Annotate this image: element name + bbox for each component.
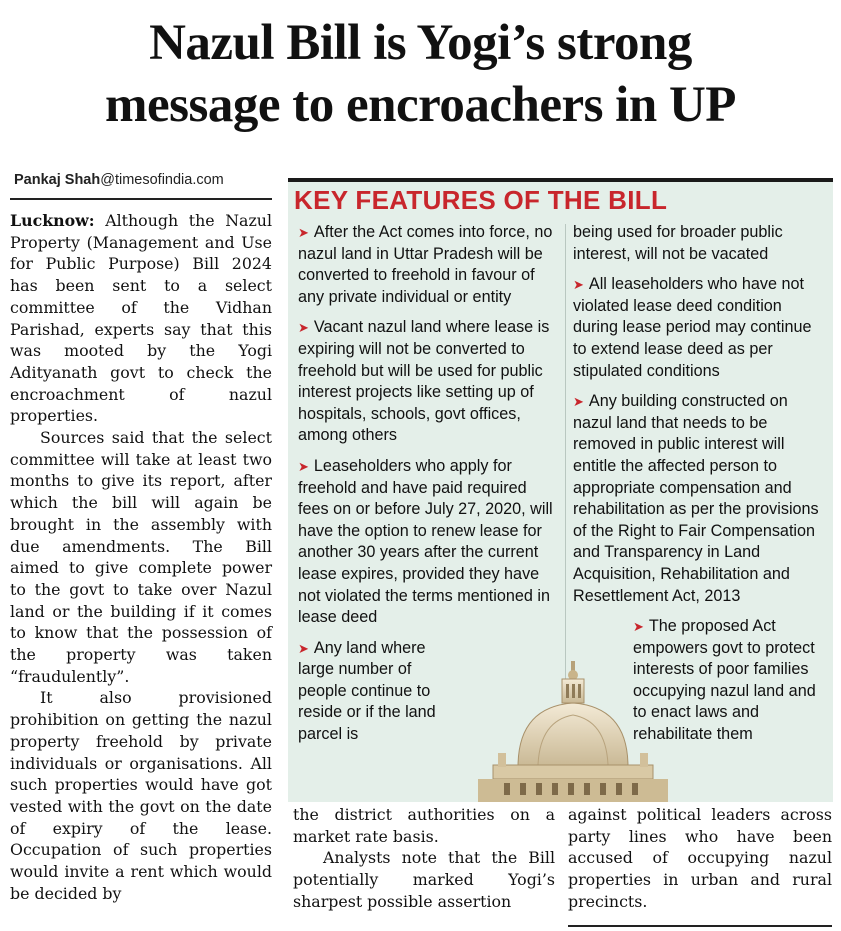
arrow-icon: ➤: [298, 320, 309, 336]
headline: [0, 12, 841, 136]
byline-email: @timesofindia.com: [100, 172, 224, 188]
article-paragraph-3: It also provisioned prohibition on getting the nazul property freehold by private individuals or organisations. All such properties would have got vested with the govt on the date of expiry of the lease. Occupation of such properties would invite a rent which would be decided by: [10, 688, 272, 903]
article-paragraph-3-continued: the district authorities on a market rate basis.: [293, 805, 555, 846]
key-features-box: [288, 178, 833, 802]
byline-name: Pankaj Shah: [14, 172, 101, 188]
article-column-middle: [293, 804, 555, 913]
feature-item: ➤ Any building constructed on nazul land that needs to be removed in public interest will entitle the affected person to appropriate compensation and rehabilitation as per the provisions of the Right to Fair Compensation and Transparency in Land Acquisition, Rehabilitation and Resettlement Act, 2013: [573, 392, 819, 605]
arrow-icon: ➤: [298, 458, 309, 474]
arrow-icon: ➤: [573, 277, 584, 293]
article-paragraph-1: Lucknow: Although the Nazul Property (Management and Use for Public Purpose) Bill 2024 has been sent to a select committee of the Vidhan Parishad, experts say that this was mooted by the Yogi Adityanath govt to check the encroachment of nazul properties.: [10, 211, 272, 426]
article-column-left: [10, 210, 272, 905]
feature-item: ➤ After the Act comes into force, no nazul land in Uttar Pradesh will be converted to freehold in favour of any private individual or entity: [298, 223, 553, 306]
feature-item-continued: being used for broader public interest, will not be vacated: [573, 223, 783, 263]
byline: [14, 172, 224, 188]
feature-item: ➤ Vacant nazul land where lease is expiring will not be converted to freehold but will be used for public interest projects like setting up of hospitals, schools, govt offices, among others: [298, 318, 550, 445]
arrow-icon: ➤: [298, 640, 309, 656]
feature-item: ➤ Any land where large number of people continue to reside or if the land parcel is: [298, 638, 436, 744]
article-paragraph-2: Sources said that the select committee will take at least two months to give its report, after which the bill will again be brought in the assembly with due amendments. The Bill aimed to give complete power to the govt to take over Nazul land or the building if it comes to know that the possession of the property was taken “fraudulently”.: [10, 428, 272, 686]
feature-item: ➤ Leaseholders who apply for freehold and have paid required fees on or before July 27, 2020, will have the option to renew lease for another 30 years after the current lease expires, provided they have not violated the terms mentioned in lease deed: [298, 456, 553, 627]
vidhan-bhavan-dome-icon: [478, 657, 668, 802]
feature-item: ➤ The proposed Act empowers govt to protect interests of poor families occupying nazul land and to enact laws and rehabilitate them: [633, 617, 816, 744]
byline-rule: [10, 198, 272, 200]
arrow-icon: ➤: [633, 619, 644, 635]
key-features-title: KEY FEATURES OF THE BILL: [294, 185, 668, 215]
headline-line-1: Nazul Bill is Yogi’s strong: [149, 15, 692, 71]
end-rule: [568, 925, 832, 927]
headline-line-2: message to encroachers in UP: [105, 77, 736, 133]
article-column-right: [568, 804, 832, 913]
article-paragraph-4-continued: against political leaders across party lines who have been accused of occupying nazul properties in urban and rural precincts.: [568, 805, 832, 911]
article-paragraph-4: Analysts note that the Bill potentially marked Yogi’s sharpest possible assertion: [293, 848, 555, 911]
arrow-icon: ➤: [298, 225, 309, 240]
arrow-icon: ➤: [573, 394, 584, 410]
dateline: Lucknow:: [10, 211, 95, 230]
feature-item: ➤ All leaseholders who have not violated lease deed condition during lease period may continue to extend lease deed as per stipulated conditions: [573, 275, 812, 380]
